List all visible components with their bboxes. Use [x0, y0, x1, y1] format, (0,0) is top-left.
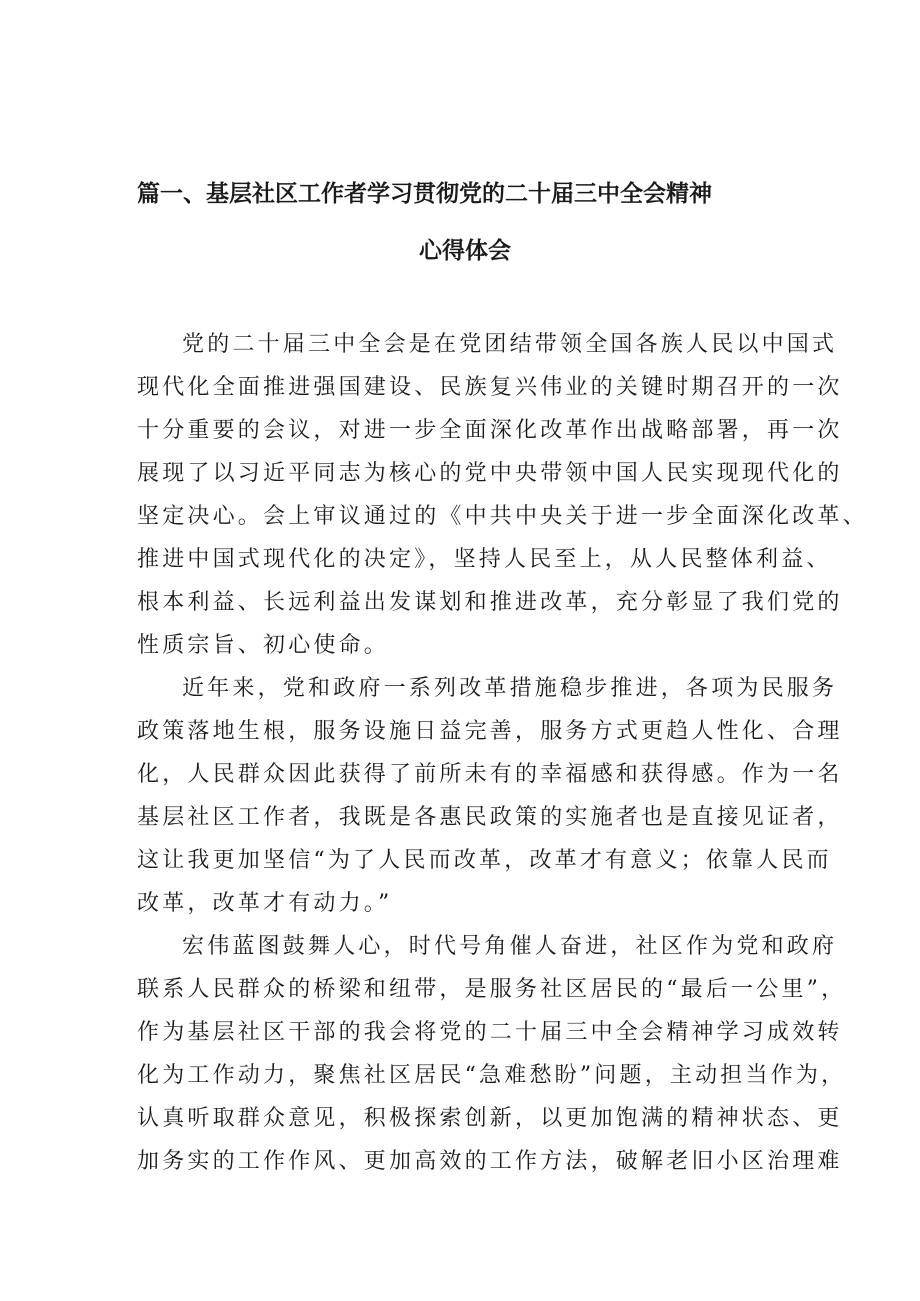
paragraph-3-line-4: 化为工作动力，聚焦社区居民“急难愁盼”问题，主动担当作为， — [137, 1063, 847, 1088]
paragraph-1-line-1: 党的二十届三中全会是在党团结带领全国各族人民以中国式 — [182, 332, 838, 357]
paragraph-2-line-2: 政策落地生根，服务设施日益完善，服务方式更趋人性化、合理 — [137, 719, 843, 744]
paragraph-2-line-1: 近年来，党和政府一系列改革措施稳步推进，各项为民服务 — [182, 676, 838, 701]
document-title-line-1: 篇一、基层社区工作者学习贯彻党的二十届三中全会精神 — [137, 181, 712, 207]
paragraph-2-line-5: 这让我更加坚信“为了人民而改革，改革才有意义；依靠人民而 — [137, 848, 832, 873]
paragraph-1-line-8: 性质宗旨、初心使命。 — [137, 633, 390, 658]
document-title-line-2: 心得体会 — [419, 238, 511, 264]
paragraph-1-line-3: 十分重要的会议，对进一步全面深化改革作出战略部署，再一次 — [137, 418, 843, 443]
paragraph-1-line-5: 坚定决心。会上审议通过的《中共中央关于进一步全面深化改革、 — [137, 504, 868, 529]
paragraph-3-line-1: 宏伟蓝图鼓舞人心，时代号角催人奋进，社区作为党和政府 — [182, 934, 838, 959]
paragraph-3-line-5: 认真听取群众意见，积极探索创新，以更加饱满的精神状态、更 — [137, 1106, 843, 1131]
paragraph-1-line-4: 展现了以习近平同志为核心的党中央带领中国人民实现现代化的 — [137, 461, 843, 486]
paragraph-1-line-2: 现代化全面推进强国建设、民族复兴伟业的关键时期召开的一次 — [137, 375, 843, 400]
paragraph-3-line-3: 作为基层社区干部的我会将党的二十届三中全会精神学习成效转 — [137, 1020, 843, 1045]
paragraph-2-line-3: 化，人民群众因此获得了前所未有的幸福感和获得感。作为一名 — [137, 762, 843, 787]
paragraph-3-line-6: 加务实的工作作风、更加高效的工作方法，破解老旧小区治理难 — [137, 1149, 843, 1174]
paragraph-1-line-6: 推进中国式现代化的决定》，坚持人民至上，从人民整体利益、 — [137, 547, 832, 572]
paragraph-2-line-6: 改革，改革才有动力。” — [137, 891, 393, 916]
paragraph-2-line-4: 基层社区工作者，我既是各惠民政策的实施者也是直接见证者， — [137, 805, 843, 830]
paragraph-3-line-2: 联系人民群众的桥梁和纽带，是服务社区居民的“最后一公里”， — [137, 977, 847, 1002]
paragraph-1-line-7: 根本利益、长远利益出发谋划和推进改革，充分彰显了我们党的 — [137, 590, 843, 615]
